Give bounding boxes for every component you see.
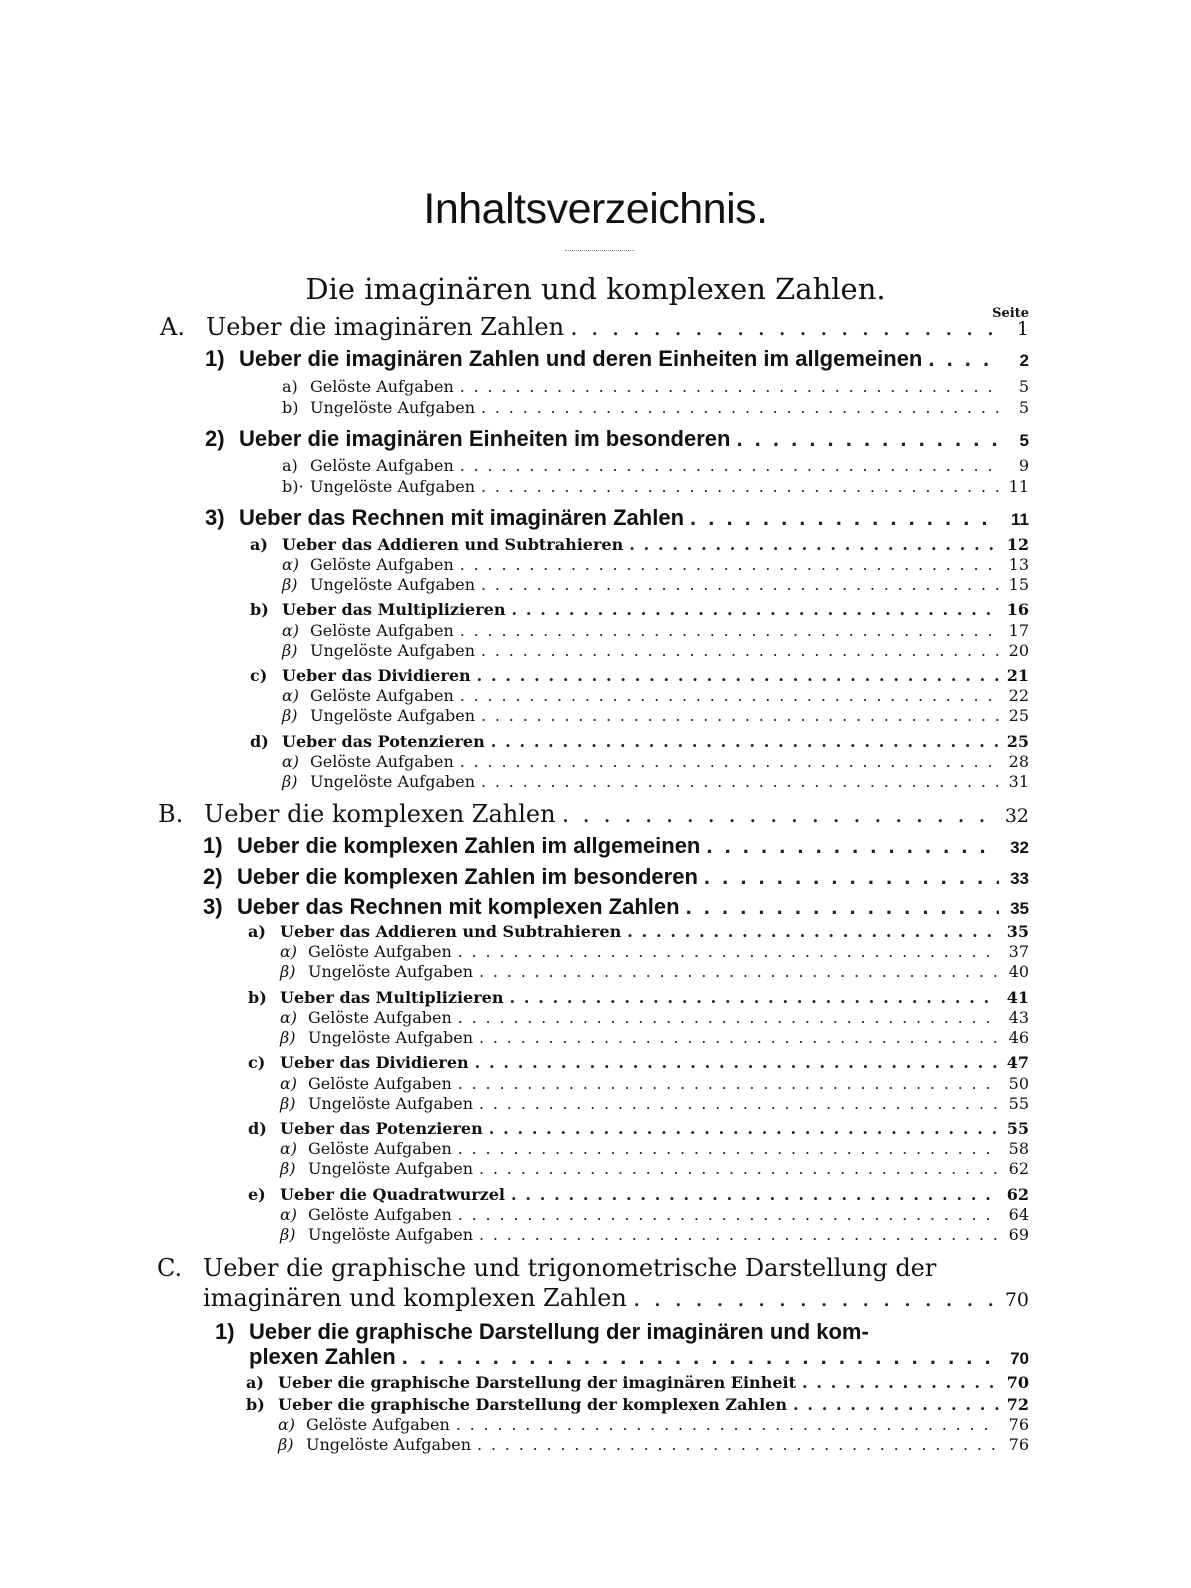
toc-page-number: 9 [1018, 456, 1029, 475]
toc-entry [250, 665, 1029, 686]
toc-page-number: 17 [1008, 621, 1029, 640]
toc-text: Gelöste Aufgaben [308, 1074, 452, 1093]
toc-entry [280, 961, 1029, 982]
toc-entry [280, 1158, 1029, 1179]
toc-leader [458, 1204, 999, 1225]
toc-entry [282, 376, 1029, 397]
toc-label: α) [280, 1139, 298, 1158]
toc-label: α) [280, 1008, 298, 1027]
toc-page-number: 1 [1016, 318, 1029, 340]
toc-leader [570, 312, 999, 342]
toc-label: β) [280, 1159, 296, 1178]
toc-text: Ungelöste Aufgaben [308, 1028, 474, 1047]
toc-page-number: 15 [1008, 575, 1029, 594]
toc-text: Ueber die Quadratwurzel [280, 1185, 506, 1204]
toc-leader [458, 1073, 999, 1094]
toc-page-number: 37 [1008, 942, 1029, 961]
toc-leader [479, 961, 999, 982]
toc-entry [282, 640, 1029, 661]
toc-leader [629, 534, 999, 555]
toc-text: Ueber die graphische Darstellung der komplexen Zahlen [278, 1395, 787, 1414]
toc-entry [248, 987, 1029, 1008]
toc-label: 3) [203, 894, 223, 919]
toc-text: Ungelöste Aufgaben [308, 1159, 474, 1178]
toc-text: Gelöste Aufgaben [310, 621, 454, 640]
toc-label: 2) [205, 426, 225, 451]
toc-entry [282, 574, 1029, 595]
toc-page-number: 5 [1019, 431, 1029, 450]
toc-entry [203, 893, 1029, 923]
toc-label: β) [280, 962, 296, 981]
page-subtitle: Die imaginären und komplexen Zahlen. [305, 272, 886, 306]
toc-page-number: 32 [1004, 805, 1029, 827]
toc-label: b)· [282, 477, 304, 496]
toc-page-number: 12 [1006, 535, 1029, 554]
toc-text: Ueber das Addieren und Subtrahieren [280, 922, 622, 941]
toc-text: Gelöste Aufgaben [310, 555, 454, 574]
toc-label: α) [280, 1074, 298, 1093]
toc-page-number: 31 [1008, 772, 1029, 791]
toc-page-number: 28 [1008, 752, 1029, 771]
toc-leader [456, 1414, 999, 1435]
toc-text: Ueber das Multiplizieren [282, 600, 506, 619]
toc-leader [706, 832, 999, 860]
toc-leader [460, 376, 999, 397]
toc-entry [280, 1027, 1029, 1048]
toc-entry [250, 534, 1029, 555]
toc-page-number: 76 [1008, 1415, 1029, 1434]
toc-label: α) [280, 942, 298, 961]
toc-page-number: 11 [1011, 510, 1029, 529]
toc-label: α) [282, 621, 300, 640]
toc-entry [205, 345, 1029, 375]
toc-text: Gelöste Aufgaben [308, 942, 452, 961]
toc-text: Ueber die graphische und trigonometrische Darstellung der [203, 1254, 937, 1282]
toc-page-number: 72 [1006, 1395, 1029, 1414]
toc-page-number: 35 [1006, 922, 1029, 941]
toc-text: Ueber die komplexen Zahlen [204, 800, 556, 828]
toc-entry [280, 1007, 1029, 1028]
toc-leader [477, 665, 999, 686]
toc-entry [282, 554, 1029, 575]
toc-label: 1) [205, 346, 225, 371]
toc-entry [205, 504, 1029, 534]
toc-text: Ueber das Addieren und Subtrahieren [282, 535, 624, 554]
toc-leader [481, 705, 999, 726]
toc-entry [203, 863, 1029, 893]
toc-label: β) [280, 1225, 296, 1244]
toc-label: α) [282, 752, 300, 771]
toc-leader [458, 1007, 999, 1028]
toc-entry [282, 751, 1029, 772]
toc-entry [278, 1414, 1029, 1435]
toc-page-number: 33 [1010, 869, 1029, 888]
toc-text: Ungelöste Aufgaben [310, 706, 476, 725]
toc-label: α) [278, 1415, 296, 1434]
toc-text: Ungelöste Aufgaben [306, 1435, 472, 1454]
toc-page-number: 5 [1018, 398, 1029, 417]
toc-text: plexen Zahlen [249, 1344, 396, 1369]
toc-label: 2) [203, 864, 223, 889]
toc-label: b) [246, 1395, 265, 1414]
toc-text: Gelöste Aufgaben [308, 1008, 452, 1027]
toc-page-number: 55 [1006, 1119, 1029, 1138]
toc-page-number: 43 [1008, 1008, 1029, 1027]
toc-entry [280, 1224, 1029, 1245]
toc-text: Gelöste Aufgaben [308, 1139, 452, 1158]
toc-entry [246, 1394, 1029, 1415]
toc-page-number: 25 [1006, 732, 1029, 751]
toc-leader [509, 987, 999, 1008]
toc-label: β) [282, 772, 298, 791]
toc-label: B. [158, 800, 184, 828]
toc-entry [280, 1204, 1029, 1225]
toc-label: d) [250, 732, 269, 751]
toc-entry [215, 1318, 981, 1346]
toc-page-number: 16 [1006, 600, 1029, 619]
toc-entry [280, 941, 1029, 962]
toc-entry [160, 312, 1029, 344]
toc-entry [278, 1434, 1029, 1455]
toc-leader [477, 1434, 999, 1455]
toc-leader [479, 1158, 999, 1179]
toc-leader [460, 455, 999, 476]
toc-label: 1) [215, 1319, 235, 1344]
toc-text: Gelöste Aufgaben [310, 456, 454, 475]
toc-text: imaginären und komplexen Zahlen [203, 1284, 627, 1312]
toc-leader [460, 620, 999, 641]
toc-text: Ungelöste Aufgaben [308, 1094, 474, 1113]
toc-leader [562, 799, 999, 829]
toc-leader [460, 685, 999, 706]
toc-page-number: 2 [1019, 351, 1029, 370]
toc-entry [205, 425, 1029, 455]
toc-label: a) [282, 456, 298, 475]
toc-label: 1) [203, 833, 223, 858]
toc-entry [280, 1093, 1029, 1114]
toc-label: b) [250, 600, 269, 619]
toc-leader [402, 1343, 999, 1371]
page-title: Inhaltsverzeichnis. [423, 185, 768, 233]
toc-label: A. [160, 313, 185, 341]
toc-text: Gelöste Aufgaben [310, 377, 454, 396]
toc-text: Ueber das Potenzieren [280, 1119, 483, 1138]
toc-text: Ueber die imaginären Zahlen [206, 313, 565, 341]
toc-page-number: 11 [1008, 477, 1029, 496]
toc-page-number: 46 [1008, 1028, 1029, 1047]
toc-leader [627, 921, 999, 942]
page-column-header: Seite [992, 306, 1029, 321]
toc-label: b) [248, 988, 267, 1007]
toc-label: α) [282, 555, 300, 574]
toc-entry [157, 1253, 981, 1283]
toc-text: Gelöste Aufgaben [310, 686, 454, 705]
toc-leader [481, 574, 999, 595]
toc-page-number: 64 [1008, 1205, 1029, 1224]
toc-leader [690, 504, 999, 532]
toc-page-number: 62 [1008, 1159, 1029, 1178]
toc-label: a) [282, 377, 298, 396]
toc-page-number: 5 [1018, 377, 1029, 396]
toc-leader [481, 771, 999, 792]
toc-label: e) [248, 1185, 266, 1204]
toc-leader [481, 476, 999, 497]
toc-leader [511, 1184, 999, 1205]
toc-label: C. [157, 1254, 183, 1282]
toc-leader [686, 893, 999, 921]
toc-text: Ueber die imaginären Einheiten im besonderen [239, 426, 731, 451]
toc-text: Ungelöste Aufgaben [308, 1225, 474, 1244]
toc-label: c) [248, 1053, 266, 1072]
toc-leader [479, 1027, 999, 1048]
toc-label: c) [250, 666, 268, 685]
toc-label: β) [282, 575, 298, 594]
toc-leader [633, 1283, 999, 1313]
toc-page-number: 69 [1008, 1225, 1029, 1244]
toc-label: β) [278, 1435, 294, 1454]
toc-leader [704, 863, 999, 891]
toc-entry [248, 1118, 1029, 1139]
toc-leader [928, 345, 999, 373]
toc-leader [481, 397, 999, 418]
toc-leader [475, 1052, 999, 1073]
toc-page-number: 20 [1008, 641, 1029, 660]
toc-leader [802, 1372, 999, 1393]
toc-entry [248, 1184, 1029, 1205]
toc-page-number: 25 [1008, 706, 1029, 725]
toc-text: Gelöste Aufgaben [310, 752, 454, 771]
toc-entry [282, 771, 1029, 792]
toc-leader [491, 731, 999, 752]
toc-label: β) [280, 1094, 296, 1113]
toc-text: Ueber das Rechnen mit komplexen Zahlen [237, 894, 680, 919]
toc-entry [215, 1343, 1029, 1373]
toc-label: β) [282, 706, 298, 725]
toc-leader [479, 1224, 999, 1245]
toc-text: Gelöste Aufgaben [308, 1205, 452, 1224]
toc-text: Ueber das Dividieren [282, 666, 471, 685]
toc-page-number: 40 [1008, 962, 1029, 981]
toc-page-number: 22 [1008, 686, 1029, 705]
toc-leader [460, 751, 999, 772]
toc-page-number: 70 [1006, 1373, 1029, 1392]
toc-page-number: 70 [1004, 1289, 1029, 1311]
toc-text: Ueber die imaginären Zahlen und deren Einheiten im allgemeinen [239, 346, 923, 371]
toc-entry [282, 620, 1029, 641]
toc-leader [481, 640, 999, 661]
toc-entry [157, 1283, 1029, 1315]
toc-leader [479, 1093, 999, 1114]
toc-page-number: 58 [1008, 1139, 1029, 1158]
toc-entry [250, 599, 1029, 620]
toc-label: α) [282, 686, 300, 705]
toc-page-number: 50 [1008, 1074, 1029, 1093]
toc-entry [248, 921, 1029, 942]
toc-entry [280, 1138, 1029, 1159]
toc-page-number: 70 [1010, 1349, 1029, 1368]
toc-entry [282, 476, 1029, 497]
toc-text: Ueber das Multiplizieren [280, 988, 504, 1007]
toc-leader [511, 599, 999, 620]
toc-text: Ungelöste Aufgaben [310, 575, 476, 594]
toc-page-number: 76 [1008, 1435, 1029, 1454]
toc-entry [282, 705, 1029, 726]
toc-label: a) [250, 535, 268, 554]
toc-leader [458, 941, 999, 962]
toc-entry [250, 731, 1029, 752]
toc-label: 3) [205, 505, 225, 530]
toc-text: Ueber die graphische Darstellung der imaginären Einheit [278, 1373, 796, 1392]
toc-page-number: 13 [1008, 555, 1029, 574]
toc-leader [793, 1394, 999, 1415]
toc-leader [489, 1118, 999, 1139]
toc-page-number: 21 [1006, 666, 1029, 685]
toc-leader [460, 554, 999, 575]
toc-entry [203, 832, 1029, 862]
toc-entry [282, 397, 1029, 418]
toc-entry [280, 1073, 1029, 1094]
toc-label: a) [248, 922, 266, 941]
toc-leader [736, 425, 999, 453]
toc-entry [158, 799, 1029, 831]
toc-page-number: 47 [1006, 1053, 1029, 1072]
toc-text: Gelöste Aufgaben [306, 1415, 450, 1434]
toc-entry [282, 455, 1029, 476]
toc-text: Ungelöste Aufgaben [310, 477, 476, 496]
toc-text: Ueber die graphische Darstellung der imaginären und kom- [249, 1319, 869, 1344]
toc-label: β) [280, 1028, 296, 1047]
toc-entry [248, 1052, 1029, 1073]
toc-label: α) [280, 1205, 298, 1224]
toc-text: Ueber das Rechnen mit imaginären Zahlen [239, 505, 685, 530]
toc-page-number: 35 [1010, 899, 1029, 918]
toc-leader [458, 1138, 999, 1159]
toc-text: Ueber die komplexen Zahlen im besonderen [237, 864, 698, 889]
toc-page-number: 62 [1006, 1185, 1029, 1204]
toc-text: Ueber das Potenzieren [282, 732, 485, 751]
toc-text: Ungelöste Aufgaben [308, 962, 474, 981]
toc-entry [246, 1372, 1029, 1393]
toc-label: b) [282, 398, 299, 417]
toc-page-number: 41 [1006, 988, 1029, 1007]
toc-text: Ungelöste Aufgaben [310, 398, 476, 417]
toc-text: Ungelöste Aufgaben [310, 772, 476, 791]
toc-label: a) [246, 1373, 264, 1392]
toc-entry [282, 685, 1029, 706]
toc-text: Ueber das Dividieren [280, 1053, 469, 1072]
toc-page-number: 55 [1008, 1094, 1029, 1113]
toc-page-number: 32 [1010, 838, 1029, 857]
toc-label: β) [282, 641, 298, 660]
toc-text: Ungelöste Aufgaben [310, 641, 476, 660]
toc-label: d) [248, 1119, 267, 1138]
toc-text: Ueber die komplexen Zahlen im allgemeinen [237, 833, 701, 858]
